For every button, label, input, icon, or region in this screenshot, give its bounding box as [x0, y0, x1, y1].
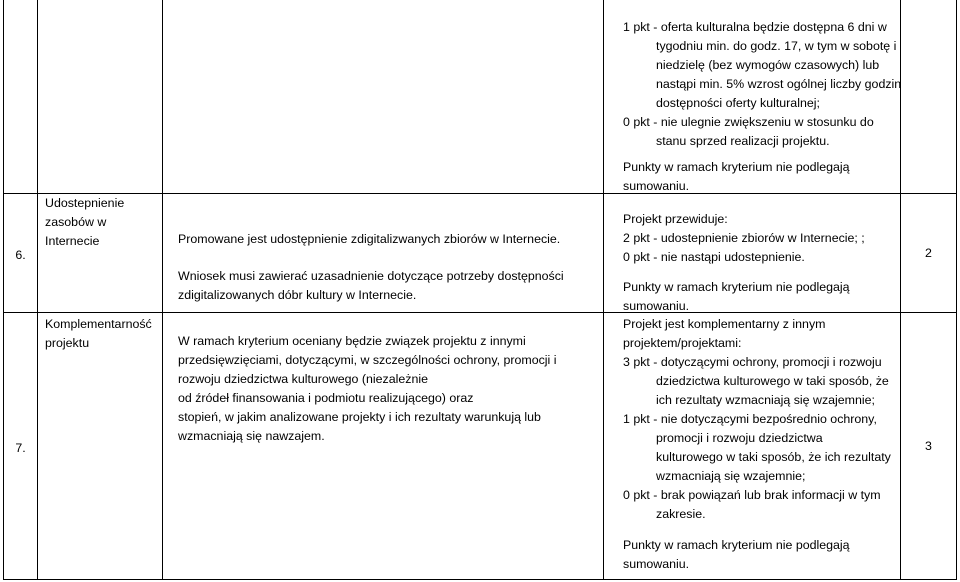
- description-line: wzmacniają się nawzajem.: [178, 429, 325, 443]
- scoring-line: nastąpi min. 5% wzrost ogólnej liczby godzin: [656, 77, 902, 91]
- description-paragraph: [178, 267, 603, 305]
- criterion-name-line: zasobów w: [45, 215, 107, 229]
- scoring-line: wzmacniają się wzajemnie;: [656, 469, 806, 483]
- criterion-name-cell: [37, 0, 162, 193]
- description-line: Wniosek musi zawierać uzasadnienie dotyczące potrzeby dostępności: [178, 269, 564, 283]
- scoring-line: 0 pkt - brak powiązań lub brak informacji w tym: [623, 488, 881, 502]
- scoring-paragraph: [623, 278, 900, 316]
- scoring-line: stanu sprzed realizacji projektu.: [656, 134, 830, 148]
- scoring-paragraph: [623, 486, 900, 524]
- description-paragraph: [178, 332, 603, 446]
- criterion-name-line: Internecie: [45, 234, 100, 248]
- scoring-line: 0 pkt - nie nastąpi udostepnienie.: [623, 250, 805, 264]
- scoring-line: Projekt przewiduje:: [623, 212, 728, 226]
- scoring-line: sumowaniu.: [623, 557, 690, 571]
- description-line: przedsięwzięciami, dotyczącymi, w szczególności ochrony, promocji i: [178, 353, 557, 367]
- criterion-number-cell: [3, 0, 37, 193]
- scoring-paragraph: [623, 210, 900, 229]
- max-points: 2: [925, 245, 932, 260]
- scoring-line: niedzielę (bez wymogów czasowych) lub: [656, 58, 880, 72]
- description-line: od źródeł finansowania i podmiotu realizującego) oraz: [178, 391, 474, 405]
- scoring-line: kulturowego w taki sposób, że ich rezultaty: [656, 450, 891, 464]
- scoring-line: sumowaniu.: [623, 299, 690, 313]
- scoring-paragraph: [623, 229, 900, 248]
- table-row: [3, 194, 957, 313]
- scoring-line: 1 pkt - oferta kulturalna będzie dostępna 6 dni w: [623, 20, 887, 34]
- description-line: zdigitalizowanych dóbr kultury w Internecie.: [178, 288, 417, 302]
- scoring-line: sumowaniu.: [623, 179, 690, 193]
- scoring-line: 0 pkt - nie ulegnie zwiększeniu w stosunku do: [623, 115, 874, 129]
- max-points-cell: [900, 0, 957, 193]
- table-row: [3, 313, 957, 580]
- criterion-name-line: projektu: [45, 336, 90, 350]
- scoring-paragraph: [623, 113, 900, 151]
- scoring-line: 3 pkt - dotyczącymi ochrony, promocji i rozwoju: [623, 355, 882, 369]
- scoring-line: 2 pkt - udostepnienie zbiorów w Internecie; ;: [623, 231, 865, 245]
- criterion-number: 7.: [15, 440, 26, 455]
- description-paragraph: [178, 230, 603, 249]
- description-line: Promowane jest udostępnienie zdigitalizwanych zbiorów w Internecie.: [178, 232, 561, 246]
- scoring-line: dostępności oferty kulturalnej;: [656, 96, 820, 110]
- criterion-description-cell: [162, 194, 603, 312]
- criterion-number: 6.: [15, 247, 26, 262]
- scoring-line: zakresie.: [656, 507, 706, 521]
- description-line: rozwoju dziedzictwa kulturowego (niezależnie: [178, 372, 429, 386]
- scoring-paragraph: [623, 315, 900, 353]
- criterion-name-line: Komplementarność: [45, 317, 152, 331]
- scoring-paragraph: [623, 18, 900, 113]
- criterion-name-cell: [37, 313, 162, 579]
- scoring-cell: [603, 0, 900, 193]
- scoring-cell: [603, 194, 900, 312]
- criterion-name-cell: [37, 194, 162, 312]
- scoring-paragraph: [623, 353, 900, 410]
- scoring-paragraph: [623, 536, 900, 574]
- scoring-line: 1 pkt - nie dotyczącymi bezpośrednio ochrony,: [623, 412, 877, 426]
- max-points-cell: [900, 194, 957, 312]
- scoring-paragraph: [623, 248, 900, 267]
- scoring-line: promocji i rozwoju dziedzictwa: [656, 431, 823, 445]
- scoring-line: Punkty w ramach kryterium nie podlegają: [623, 280, 850, 294]
- max-points: 3: [925, 438, 932, 453]
- criterion-description-cell: [162, 313, 603, 579]
- max-points-cell: [900, 313, 957, 579]
- criterion-number-cell: [3, 194, 37, 312]
- scoring-line: dziedzictwa kulturowego w taki sposób, że: [656, 374, 889, 388]
- scoring-line: ich rezultaty wzmacniają się wzajemnie;: [656, 393, 875, 407]
- criterion-number-cell: [3, 313, 37, 579]
- scoring-paragraph: [623, 410, 900, 486]
- scoring-line: Punkty w ramach kryterium nie podlegają: [623, 160, 850, 174]
- scoring-cell: [603, 313, 900, 579]
- description-line: W ramach kryterium oceniany będzie związek projektu z innymi: [178, 334, 526, 348]
- scoring-line: projektem/projektami:: [623, 336, 742, 350]
- table-row: [3, 0, 957, 194]
- description-line: stopień, w jakim analizowane projekty i ich rezultaty warunkują lub: [178, 410, 541, 424]
- criterion-name-line: Udostepnienie: [45, 196, 125, 210]
- scoring-paragraph: [623, 158, 900, 196]
- scoring-line: Punkty w ramach kryterium nie podlegają: [623, 538, 850, 552]
- criterion-description-cell: [162, 0, 603, 193]
- scoring-line: tygodniu min. do godz. 17, w tym w sobotę i: [656, 39, 897, 53]
- scoring-line: Projekt jest komplementarny z innym: [623, 317, 826, 331]
